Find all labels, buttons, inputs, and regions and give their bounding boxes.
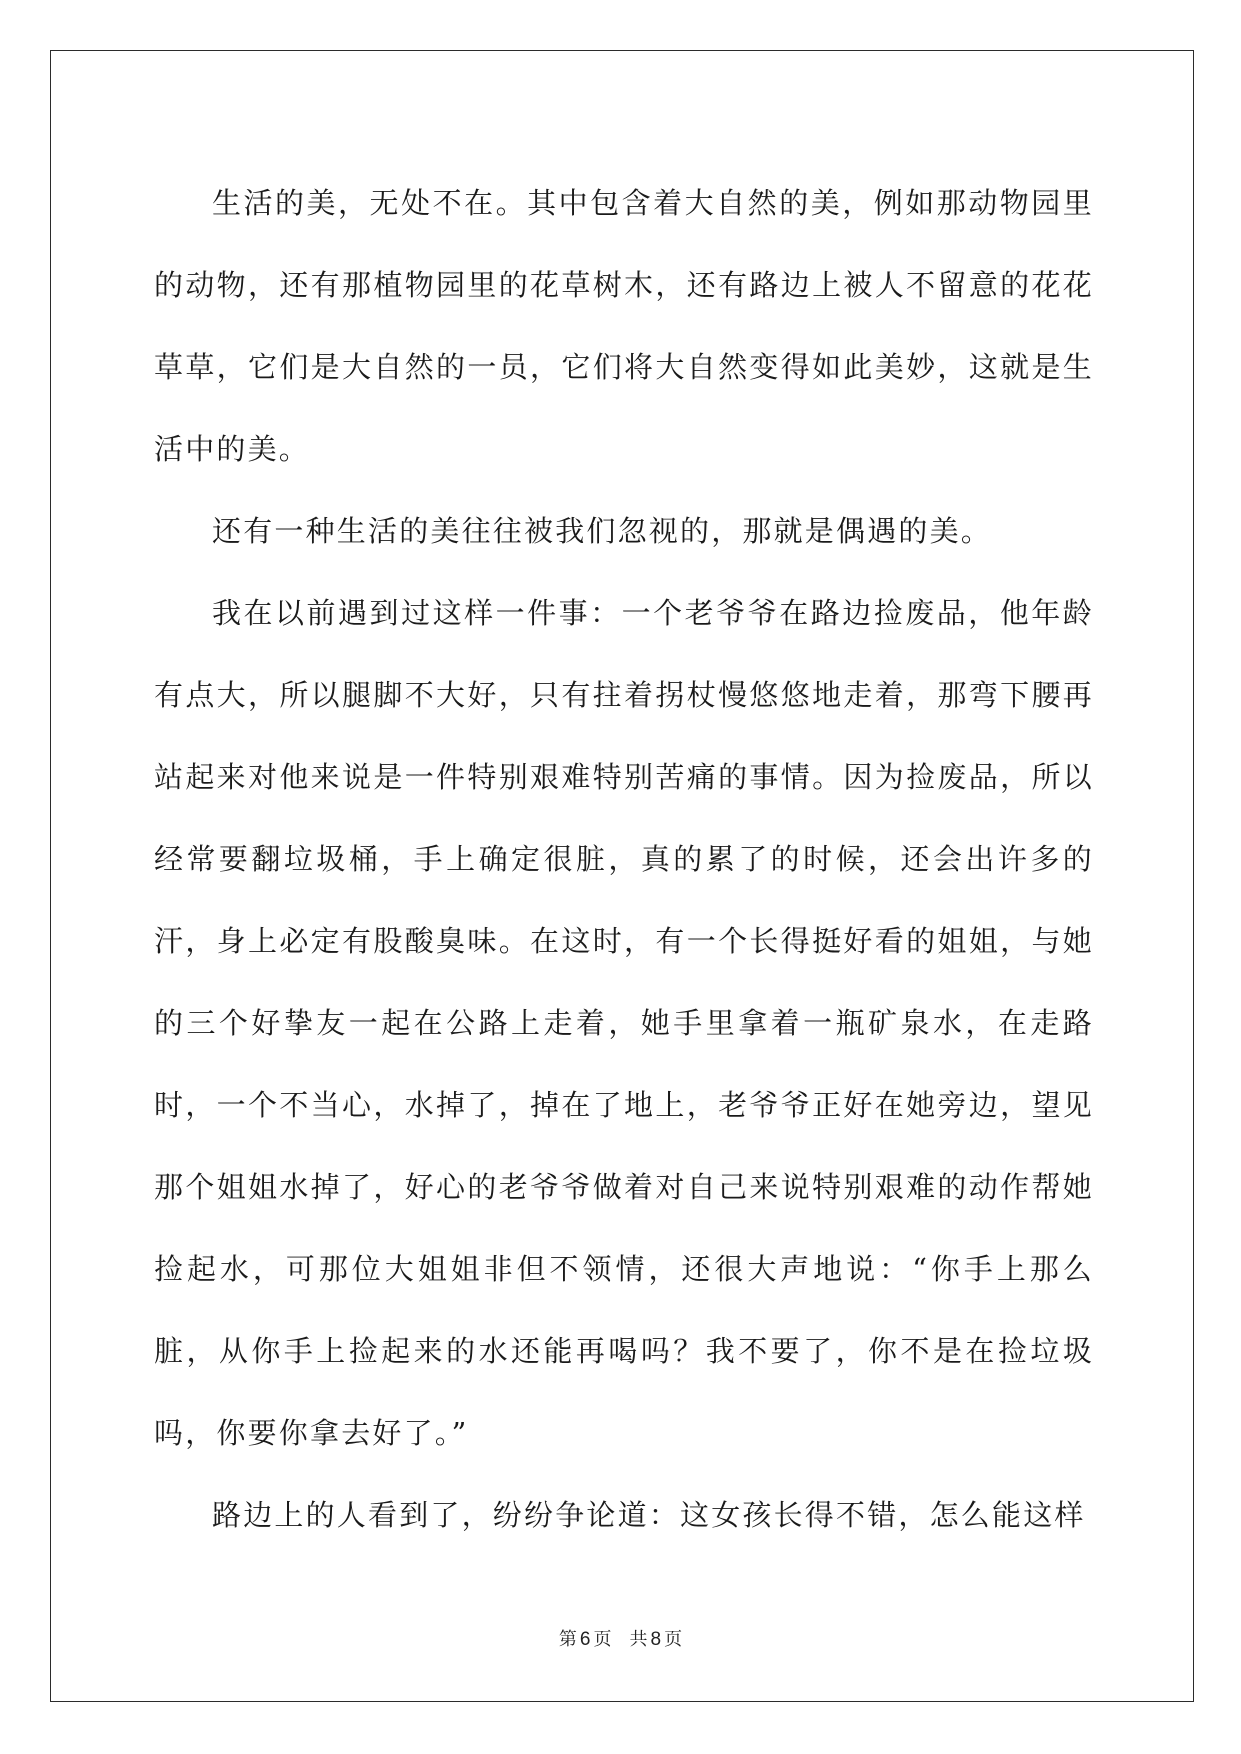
paragraph-1: 生活的美，无处不在。其中包含着大自然的美，例如那动物园里的动物，还有那植物园里的花草树木，还有路边上被人不留意的花花草草，它们是大自然的一员，它们将大自然变得如此美妙，这就是生活中的美。: [154, 186, 1094, 466]
total-pages-number: 8: [650, 1629, 662, 1650]
page-prefix: 第: [558, 1629, 577, 1649]
paragraph-4: 路边上的人看到了，纷纷争论道：这女孩长得不错，怎么能这样: [212, 1498, 1086, 1532]
total-suffix: 页: [664, 1629, 683, 1649]
total-prefix: 共: [629, 1629, 648, 1649]
paragraph-2: 还有一种生活的美往往被我们忽视的，那就是偶遇的美。: [212, 514, 993, 548]
document-body: [154, 162, 1094, 1556]
current-page-number: 6: [579, 1629, 591, 1650]
page-footer: [0, 1628, 1241, 1651]
page-suffix: 页: [593, 1629, 612, 1649]
paragraph-3: 我在以前遇到过这样一件事：一个老爷爷在路边捡废品，他年龄有点大，所以腿脚不大好，只有拄着拐杖慢悠悠地走着，那弯下腰再站起来对他来说是一件特别艰难特别苦痛的事情。因为捡废品，所以经常要翻垃圾桶，手上确定很脏，真的累了的时候，还会出许多的汗，身上必定有股酸臭味。在这时，有一个长得挺好看的姐姐，与她的三个好挚友一起在公路上走着，她手里拿着一瓶矿泉水，在走路时，一个不当心，水掉了，掉在了地上，老爷爷正好在她旁边，望见那个姐姐水掉了，好心的老爷爷做着对自己来说特别艰难的动作帮她捡起水，可那位大姐姐非但不领情，还很大声地说：“你手上那么脏，从你手上捡起来的水还能再喝吗？我不要了，你不是在捡垃圾吗，你要你拿去好了。”: [154, 596, 1094, 1450]
